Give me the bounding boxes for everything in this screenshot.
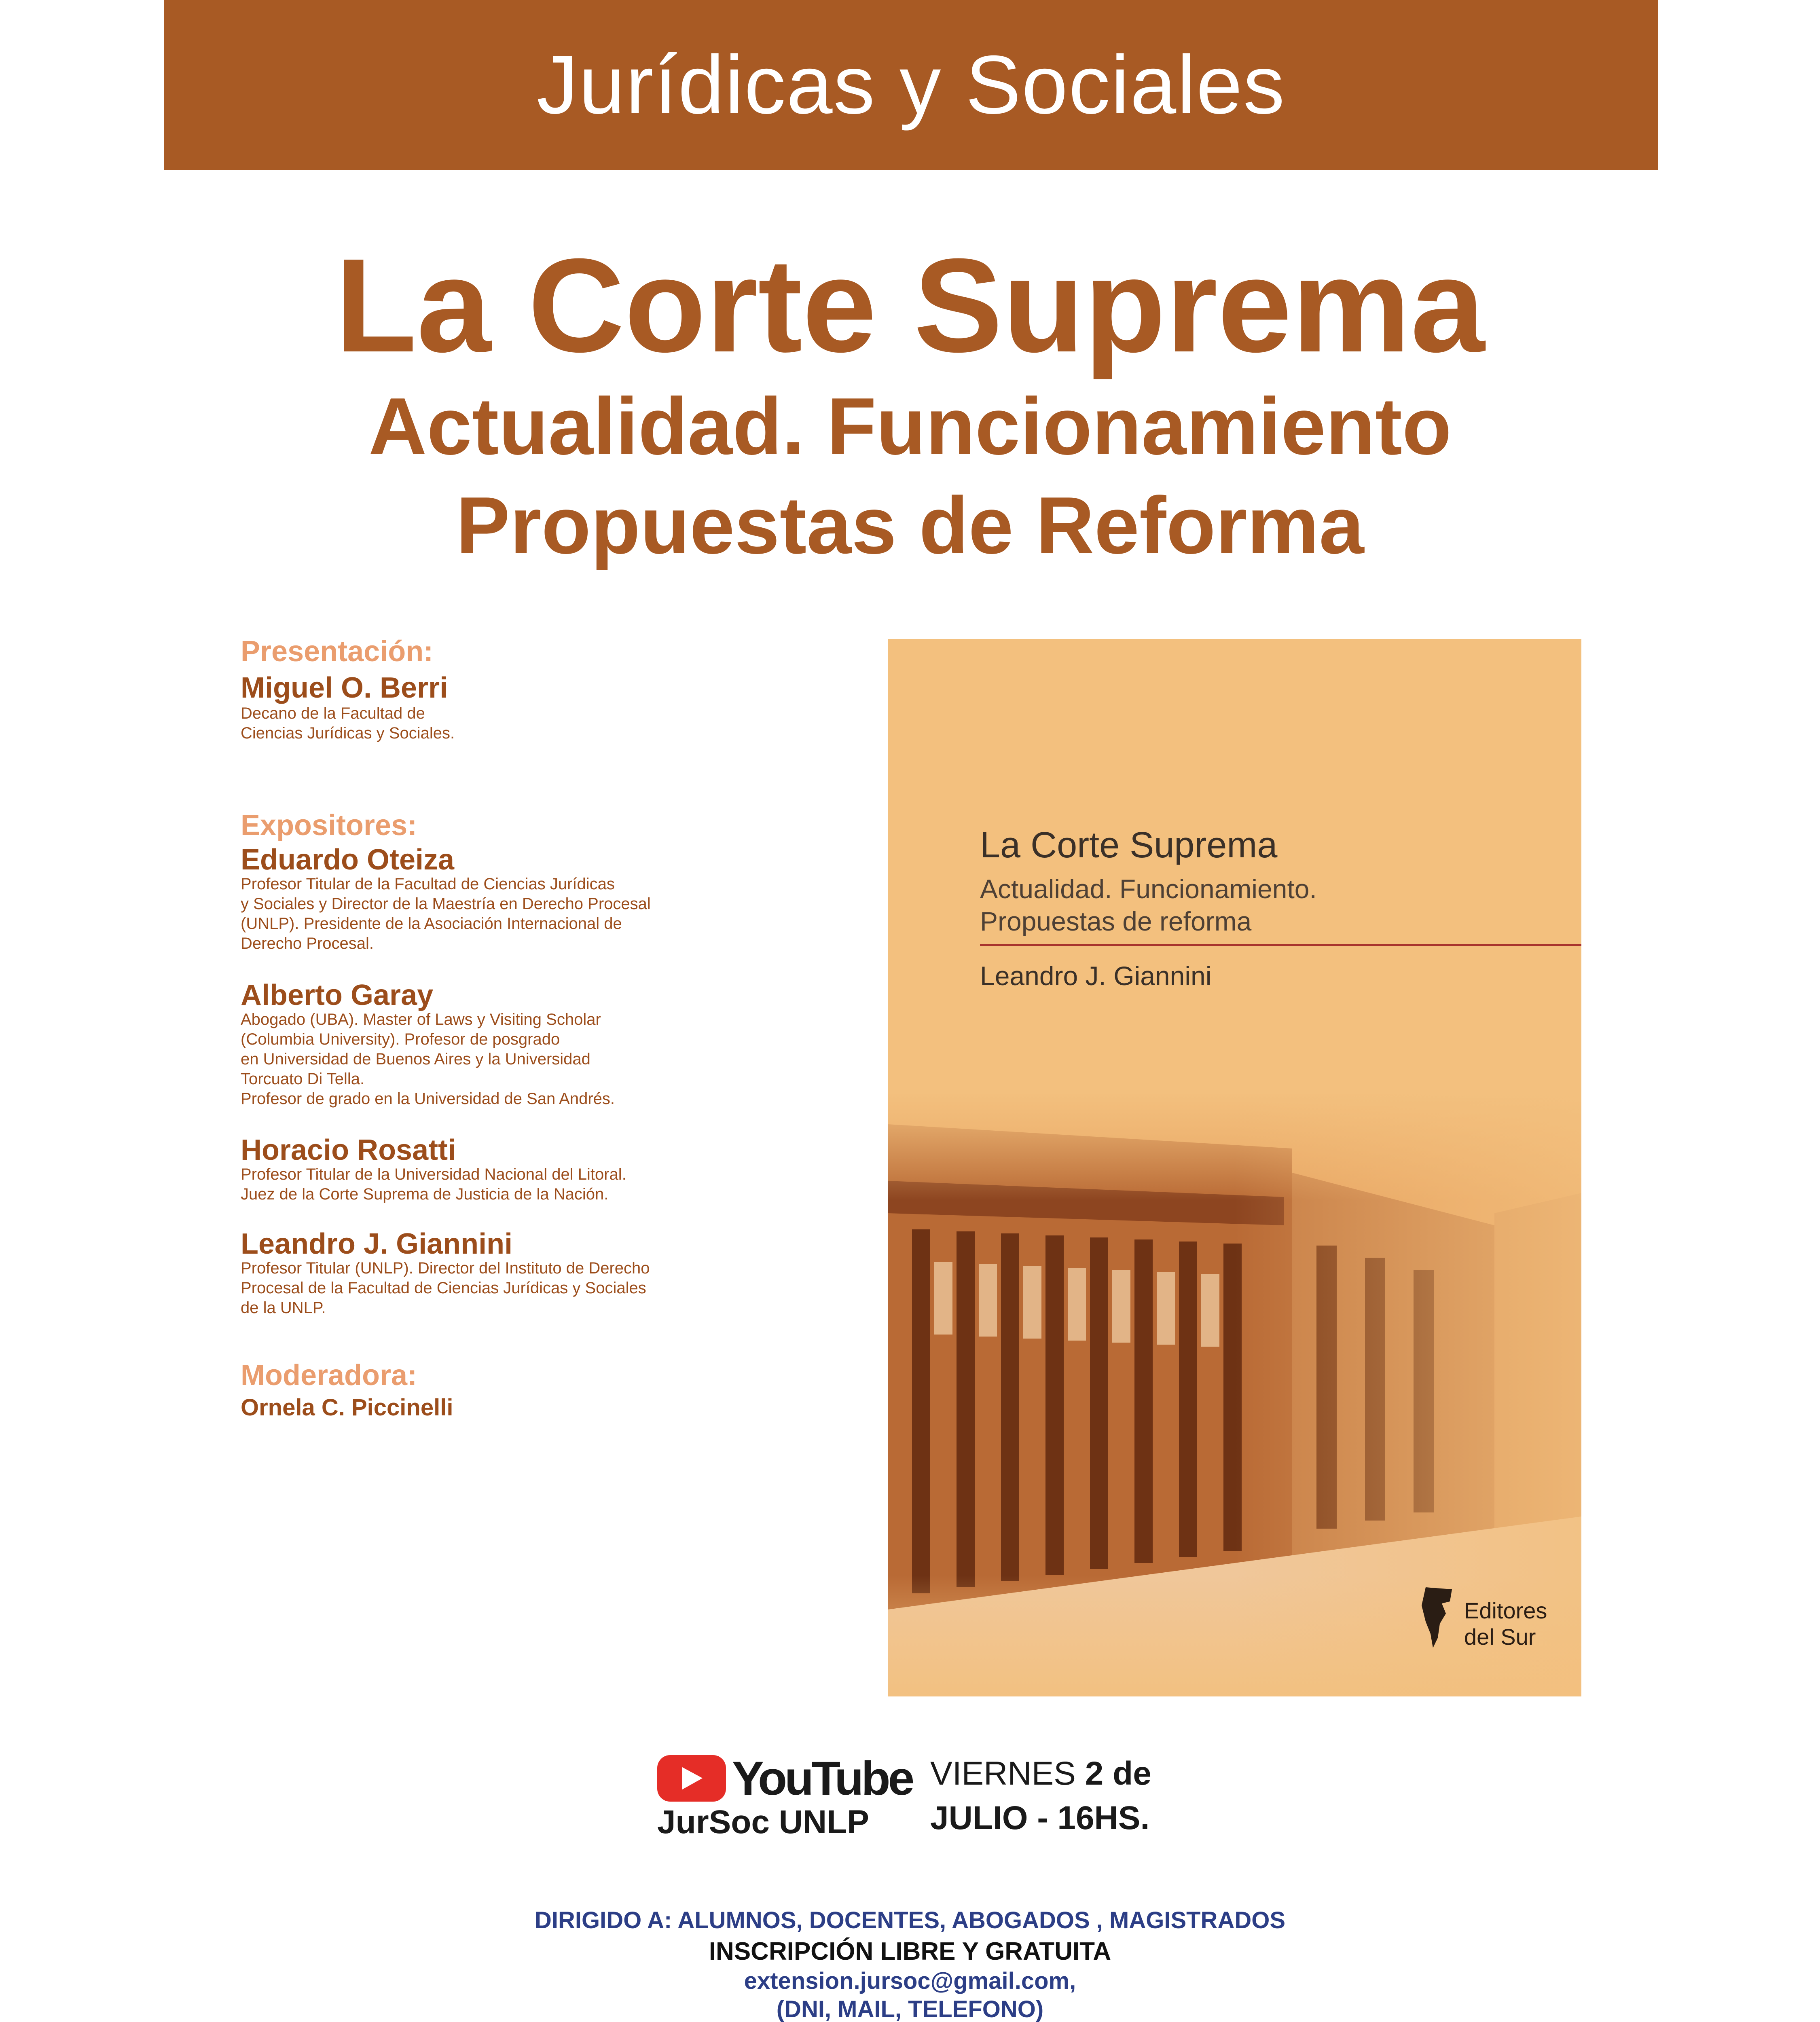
registration-email[interactable]: extension.jursoc@gmail.com,	[744, 1968, 1076, 1994]
speaker-name: Eduardo Oteiza	[241, 844, 455, 876]
speaker-desc: Profesor Titular de la Universidad Nacional del Litoral. Juez de la Corte Suprema de Justicia de la Nación.	[241, 1165, 626, 1203]
speakers-label: Expositores:	[241, 809, 417, 842]
speaker-name: Alberto Garay	[241, 979, 434, 1011]
speaker-desc: Profesor Titular de la Facultad de Ciencias Jurídicas y Sociales y Director de la Maestría en Derecho Procesal (UNLP). Presidente de la Asociación Internacional de Derecho Procesal.	[241, 875, 651, 952]
event-date: VIERNES 2 de	[930, 1755, 1151, 1792]
presenter-desc: Decano de la Facultad de Ciencias Jurídicas y Sociales.	[241, 704, 455, 742]
event-title: La Corte Suprema	[335, 231, 1485, 380]
header-band	[164, 0, 1658, 170]
speaker-desc: Profesor Titular (UNLP). Director del Instituto de Derecho Procesal de la Facultad de Ciencias Jurídicas y Sociales de la UNLP.	[241, 1259, 650, 1317]
book-title: La Corte Suprema	[980, 825, 1278, 865]
header-band-text: Jurídicas y Sociales	[536, 38, 1286, 131]
moderator-label: Moderadora:	[241, 1359, 417, 1392]
book-subtitle-2: Propuestas de reforma	[980, 906, 1252, 936]
svg-text:YouTube: YouTube	[732, 1752, 912, 1805]
book-subtitle-1: Actualidad. Funcionamiento.	[980, 874, 1317, 904]
speaker-name: Horacio Rosatti	[241, 1134, 456, 1166]
youtube-channel[interactable]: JurSoc UNLP	[657, 1804, 869, 1840]
speaker-name: Leandro J. Giannini	[241, 1228, 513, 1260]
event-subtitle-2: Propuestas de Reforma	[456, 480, 1364, 571]
moderator-name: Ornela C. Piccinelli	[241, 1394, 453, 1421]
publisher-name: Editores	[1464, 1598, 1547, 1623]
publisher-name-2: del Sur	[1464, 1624, 1536, 1650]
book-cover	[888, 639, 1581, 1696]
event-date-time: JULIO - 16HS.	[930, 1800, 1150, 1836]
speaker-desc: Abogado (UBA). Master of Laws y Visiting Scholar (Columbia University). Profesor de posgrado en Universidad de Buenos Aires y la Universidad Torcuato Di Tella. Profesor de grado en la Universidad de San Andrés.	[241, 1011, 615, 1108]
book-author: Leandro J. Giannini	[980, 961, 1212, 991]
required-data-text: (DNI, MAIL, TELEFONO)	[776, 1996, 1044, 2022]
audience-text: DIRIGIDO A: ALUMNOS, DOCENTES, ABOGADOS , MAGISTRADOS	[534, 1907, 1286, 1933]
event-subtitle-1: Actualidad. Funcionamiento	[368, 381, 1452, 472]
presenter-name: Miguel O. Berri	[241, 672, 448, 704]
book-divider	[980, 944, 1581, 946]
free-registration-text: INSCRIPCIÓN LIBRE Y GRATUITA	[709, 1937, 1111, 1965]
youtube-logo-icon[interactable]	[657, 1751, 912, 1805]
presentation-label: Presentación:	[241, 635, 434, 668]
publisher-logo-icon	[1418, 1585, 1458, 1650]
